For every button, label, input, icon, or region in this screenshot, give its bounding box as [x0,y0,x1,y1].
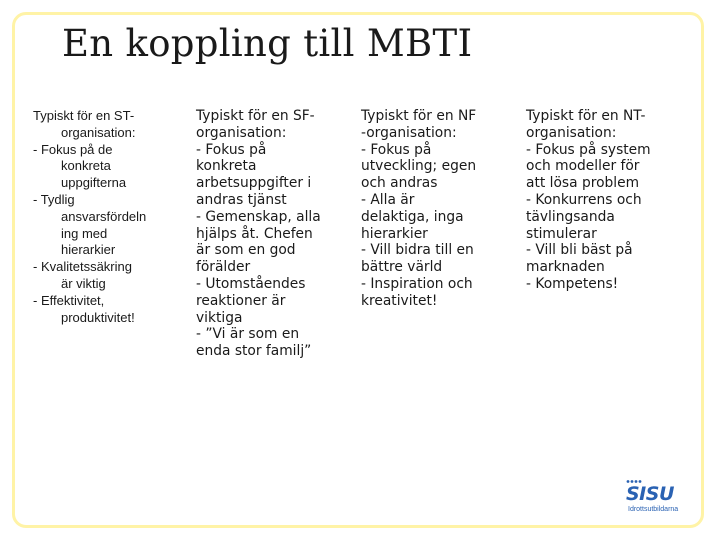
text-line: organisation: [196,124,287,141]
logo-name: SISU [626,483,674,505]
text-line: hierarkier [361,225,428,242]
text-line: Typiskt för en NF [361,108,477,124]
text-line: hjälps åt. Chefen [196,225,313,242]
page-title: En koppling till MBTI [62,22,473,65]
text-line: - Alla är [361,191,415,208]
text-line: tävlingsanda [526,208,615,225]
text-line: produktivitet! [61,309,135,325]
text-line: utveckling; egen [361,158,477,175]
text-line: marknaden [526,259,605,276]
text-line: ansvarsfördeln [61,208,147,224]
text-line: Typiskt för en ST- [33,108,135,123]
text-line: är som en god [196,242,296,259]
text-line: är viktig [61,275,106,291]
text-line: - Vill bidra till en [361,242,474,259]
text-line: uppgifterna [61,175,127,191]
text-line: - Inspiration och [361,275,473,292]
text-line: att lösa problem [526,175,640,192]
text-line: och andras [361,175,438,192]
column-nf [361,108,521,310]
text-line: enda stor familj” [196,343,312,360]
text-line: viktiga [196,309,243,326]
text-line: - Kvalitetssäkring [33,259,132,275]
text-line: - Fokus på de [33,141,113,157]
text-line: - Vill bli bäst på [526,242,633,259]
text-line: arbetsuppgifter i [196,175,312,192]
text-line: - Fokus på [196,141,267,158]
text-line: ing med [61,225,108,241]
text-line: kreativitet! [361,292,438,309]
column-nt [526,108,686,293]
text-line: konkreta [61,158,111,174]
text-line: stimulerar [526,225,597,242]
text-line: - Effektivitet, [33,292,105,308]
text-line: - Kompetens! [526,275,619,292]
text-line: organisation: [61,124,136,140]
column-st [33,108,173,326]
text-line: - Utomståendes [196,275,306,292]
sisu-logo [620,476,700,520]
text-line: förälder [196,259,251,276]
text-line: hierarkier [61,242,116,258]
text-line: - ”Vi är som en [196,326,300,343]
logo-subtitle: Idrottsutbildarna [628,506,679,513]
text-line: andras tjänst [196,191,287,208]
text-line: - Fokus på system [526,141,651,158]
text-line: bättre värld [361,259,443,276]
text-line: Typiskt för en SF- [196,108,315,124]
text-line: - Tydlig [33,191,75,207]
text-line: - Fokus på [361,141,432,158]
column-sf [196,108,356,360]
text-line: reaktioner är [196,292,286,309]
text-line: - Gemenskap, alla [196,208,321,225]
text-line: organisation: [526,124,617,141]
text-line: och modeller för [526,158,640,175]
text-line: konkreta [196,158,257,175]
text-line: Typiskt för en NT- [526,108,646,124]
text-line: - Konkurrens och [526,191,642,208]
text-line: delaktiga, inga [361,208,464,225]
text-line: -organisation: [361,124,457,141]
